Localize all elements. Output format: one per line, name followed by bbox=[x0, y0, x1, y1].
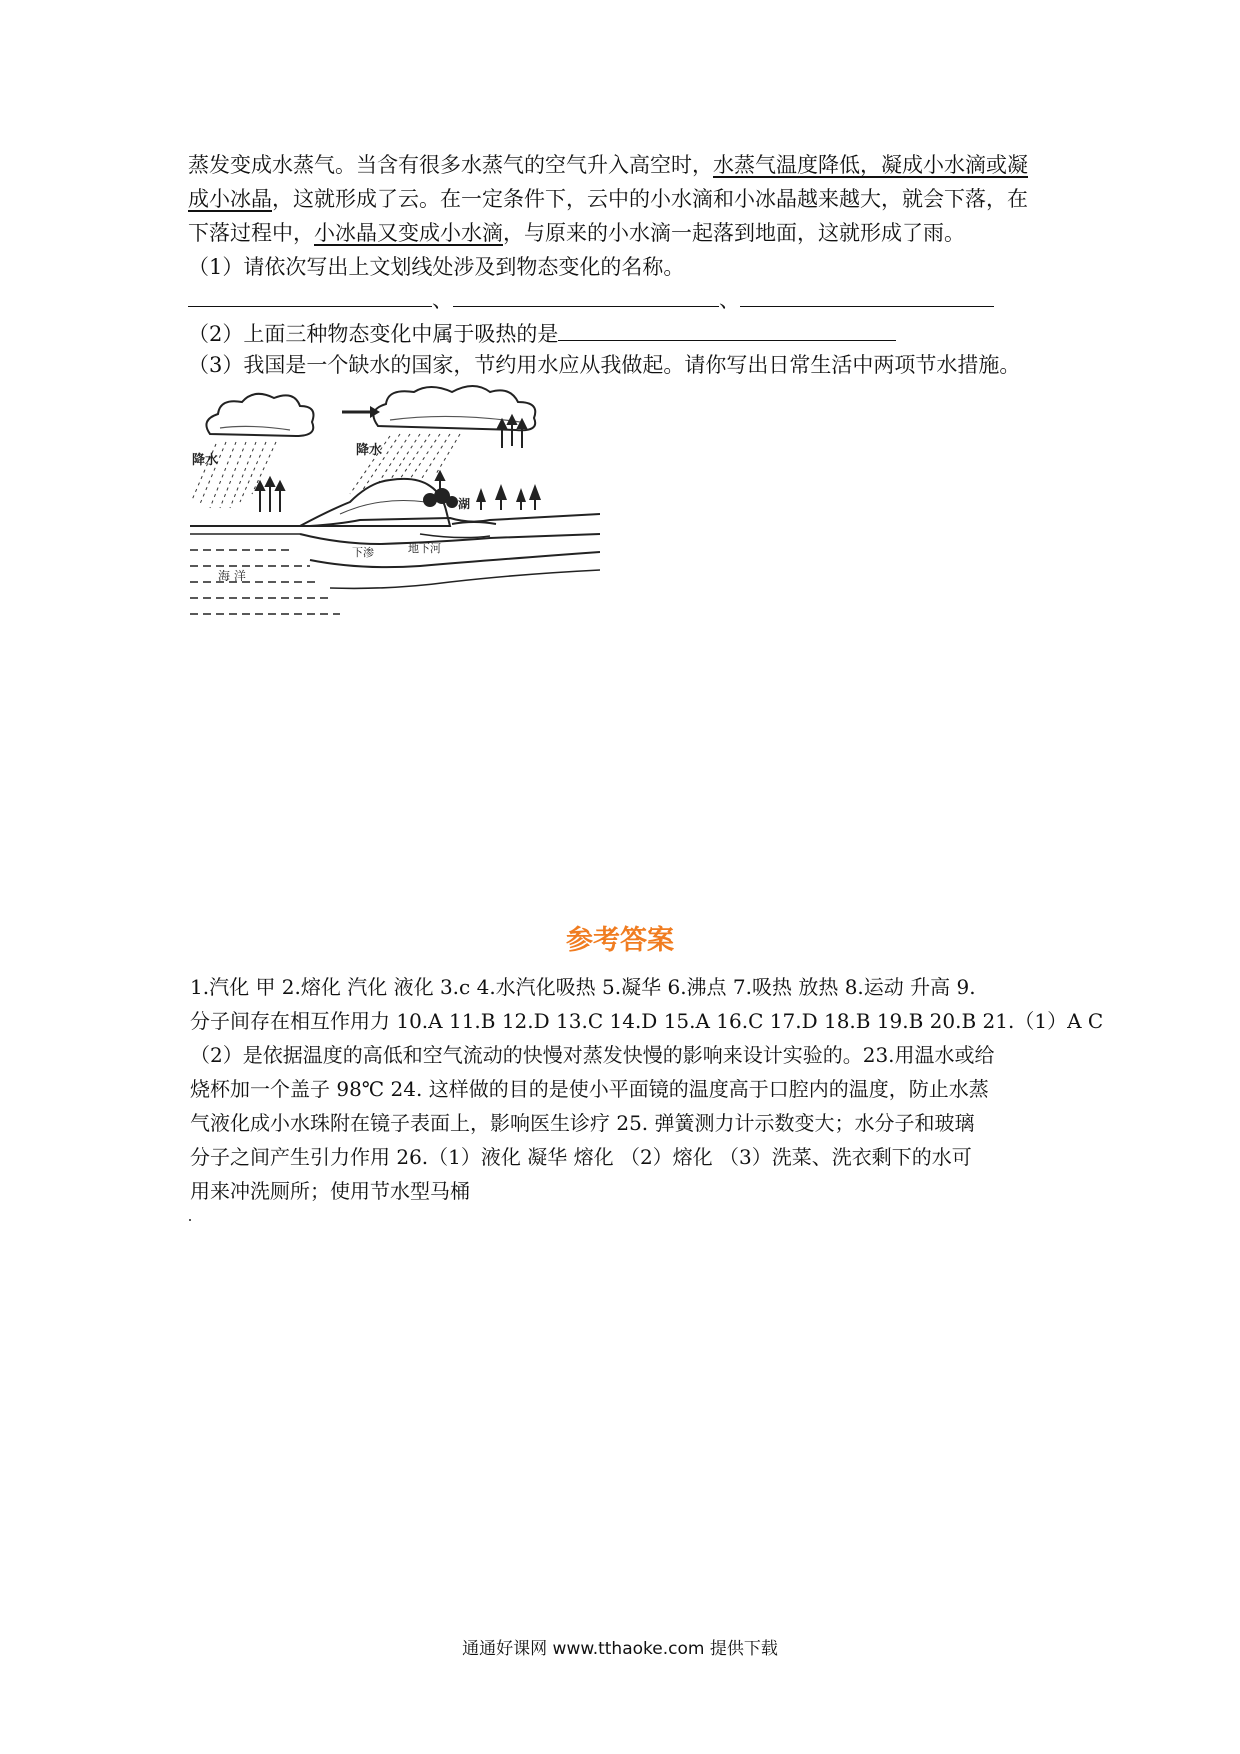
passage-line-1 bbox=[188, 150, 1028, 180]
underlined-phrase: 小冰晶又变成小水滴 bbox=[314, 221, 503, 245]
underlined-phrase: 成小冰晶 bbox=[188, 187, 272, 211]
label-precip-right: 降水 bbox=[356, 443, 383, 458]
answer-blank-1[interactable] bbox=[188, 284, 432, 307]
label-precip-left: 降水 bbox=[192, 453, 219, 468]
passage-text: ，这就形成了云。在一定条件下，云中的小水滴和小冰晶越来越大，就会下落，在 bbox=[272, 187, 1028, 211]
answer-line: 烧杯加一个盖子 98℃ 24. 这样做的目的是使小平面镜的温度高于口腔内的温度，防止水蒸 bbox=[190, 1077, 989, 1101]
passage-text: 蒸发变成水蒸气。当含有很多水蒸气的空气升入高空时， bbox=[188, 153, 713, 177]
question-2 bbox=[188, 318, 896, 349]
water-cycle-diagram bbox=[190, 384, 600, 624]
passage-line-2 bbox=[188, 184, 1028, 214]
label-groundwater: 地下河 bbox=[408, 542, 441, 555]
answer-blanks-row bbox=[188, 284, 994, 315]
answer-blank-3[interactable] bbox=[740, 284, 994, 307]
label-seep: 下渗 bbox=[352, 546, 374, 559]
passage-text: 下落过程中， bbox=[188, 221, 314, 245]
stray-dot bbox=[189, 1219, 191, 1221]
question-3: （3）我国是一个缺水的国家，节约用水应从我做起。请你写出日常生活中两项节水措施。 bbox=[188, 353, 1021, 377]
page-footer: 通通好课网 www.tthaoke.com 提供下载 bbox=[462, 1639, 778, 1659]
blank-separator: 、 bbox=[719, 288, 740, 312]
answer-blank-2[interactable] bbox=[453, 284, 719, 307]
passage-line-3 bbox=[188, 218, 965, 248]
ocean bbox=[190, 534, 340, 614]
answer-line: 1.汽化 甲 2.熔化 汽化 液化 3.c 4.水汽化吸热 5.凝华 6.沸点 7.吸热 放热 8.运动 升高 9. bbox=[190, 975, 976, 999]
label-lake: 湖 bbox=[458, 497, 471, 511]
underlined-phrase: 水蒸气温度降低，凝成小水滴或凝 bbox=[713, 153, 1028, 177]
label-ocean: 海 洋 bbox=[218, 569, 246, 583]
answer-line: （2）是依据温度的高低和空气流动的快慢对蒸发快慢的影响来设计实验的。23.用温水或给 bbox=[190, 1043, 995, 1067]
passage-text: ，与原来的小水滴一起落到地面，这就形成了雨。 bbox=[503, 221, 965, 245]
answer-line: 分子间存在相互作用力 10.A 11.B 12.D 13.C 14.D 15.A 16.C 17.D 18.B 19.B 20.B 21.（1）A C bbox=[190, 1009, 1104, 1033]
question-1: （1）请依次写出上文划线处涉及到物态变化的名称。 bbox=[188, 255, 685, 279]
answer-key-title: 参考答案 bbox=[566, 925, 674, 956]
evaporation-arrows-ocean bbox=[256, 478, 284, 512]
answer-line: 用来冲洗厕所；使用节水型马桶 bbox=[190, 1179, 470, 1203]
cloud-left bbox=[206, 394, 313, 436]
question-2-text: （2）上面三种物态变化中属于吸热的是 bbox=[188, 322, 559, 346]
lake bbox=[452, 522, 496, 524]
rain-left bbox=[192, 442, 276, 508]
blank-separator: 、 bbox=[432, 288, 453, 312]
answer-blank-4[interactable] bbox=[558, 318, 896, 341]
answer-line: 分子之间产生引力作用 26.（1）液化 凝华 熔化 （2）熔化 （3）洗菜、洗衣剩下的水可 bbox=[190, 1145, 972, 1169]
answer-line: 气液化成小水珠附在镜子表面上，影响医生诊疗 25. 弹簧测力计示数变大；水分子和玻璃 bbox=[190, 1111, 975, 1135]
